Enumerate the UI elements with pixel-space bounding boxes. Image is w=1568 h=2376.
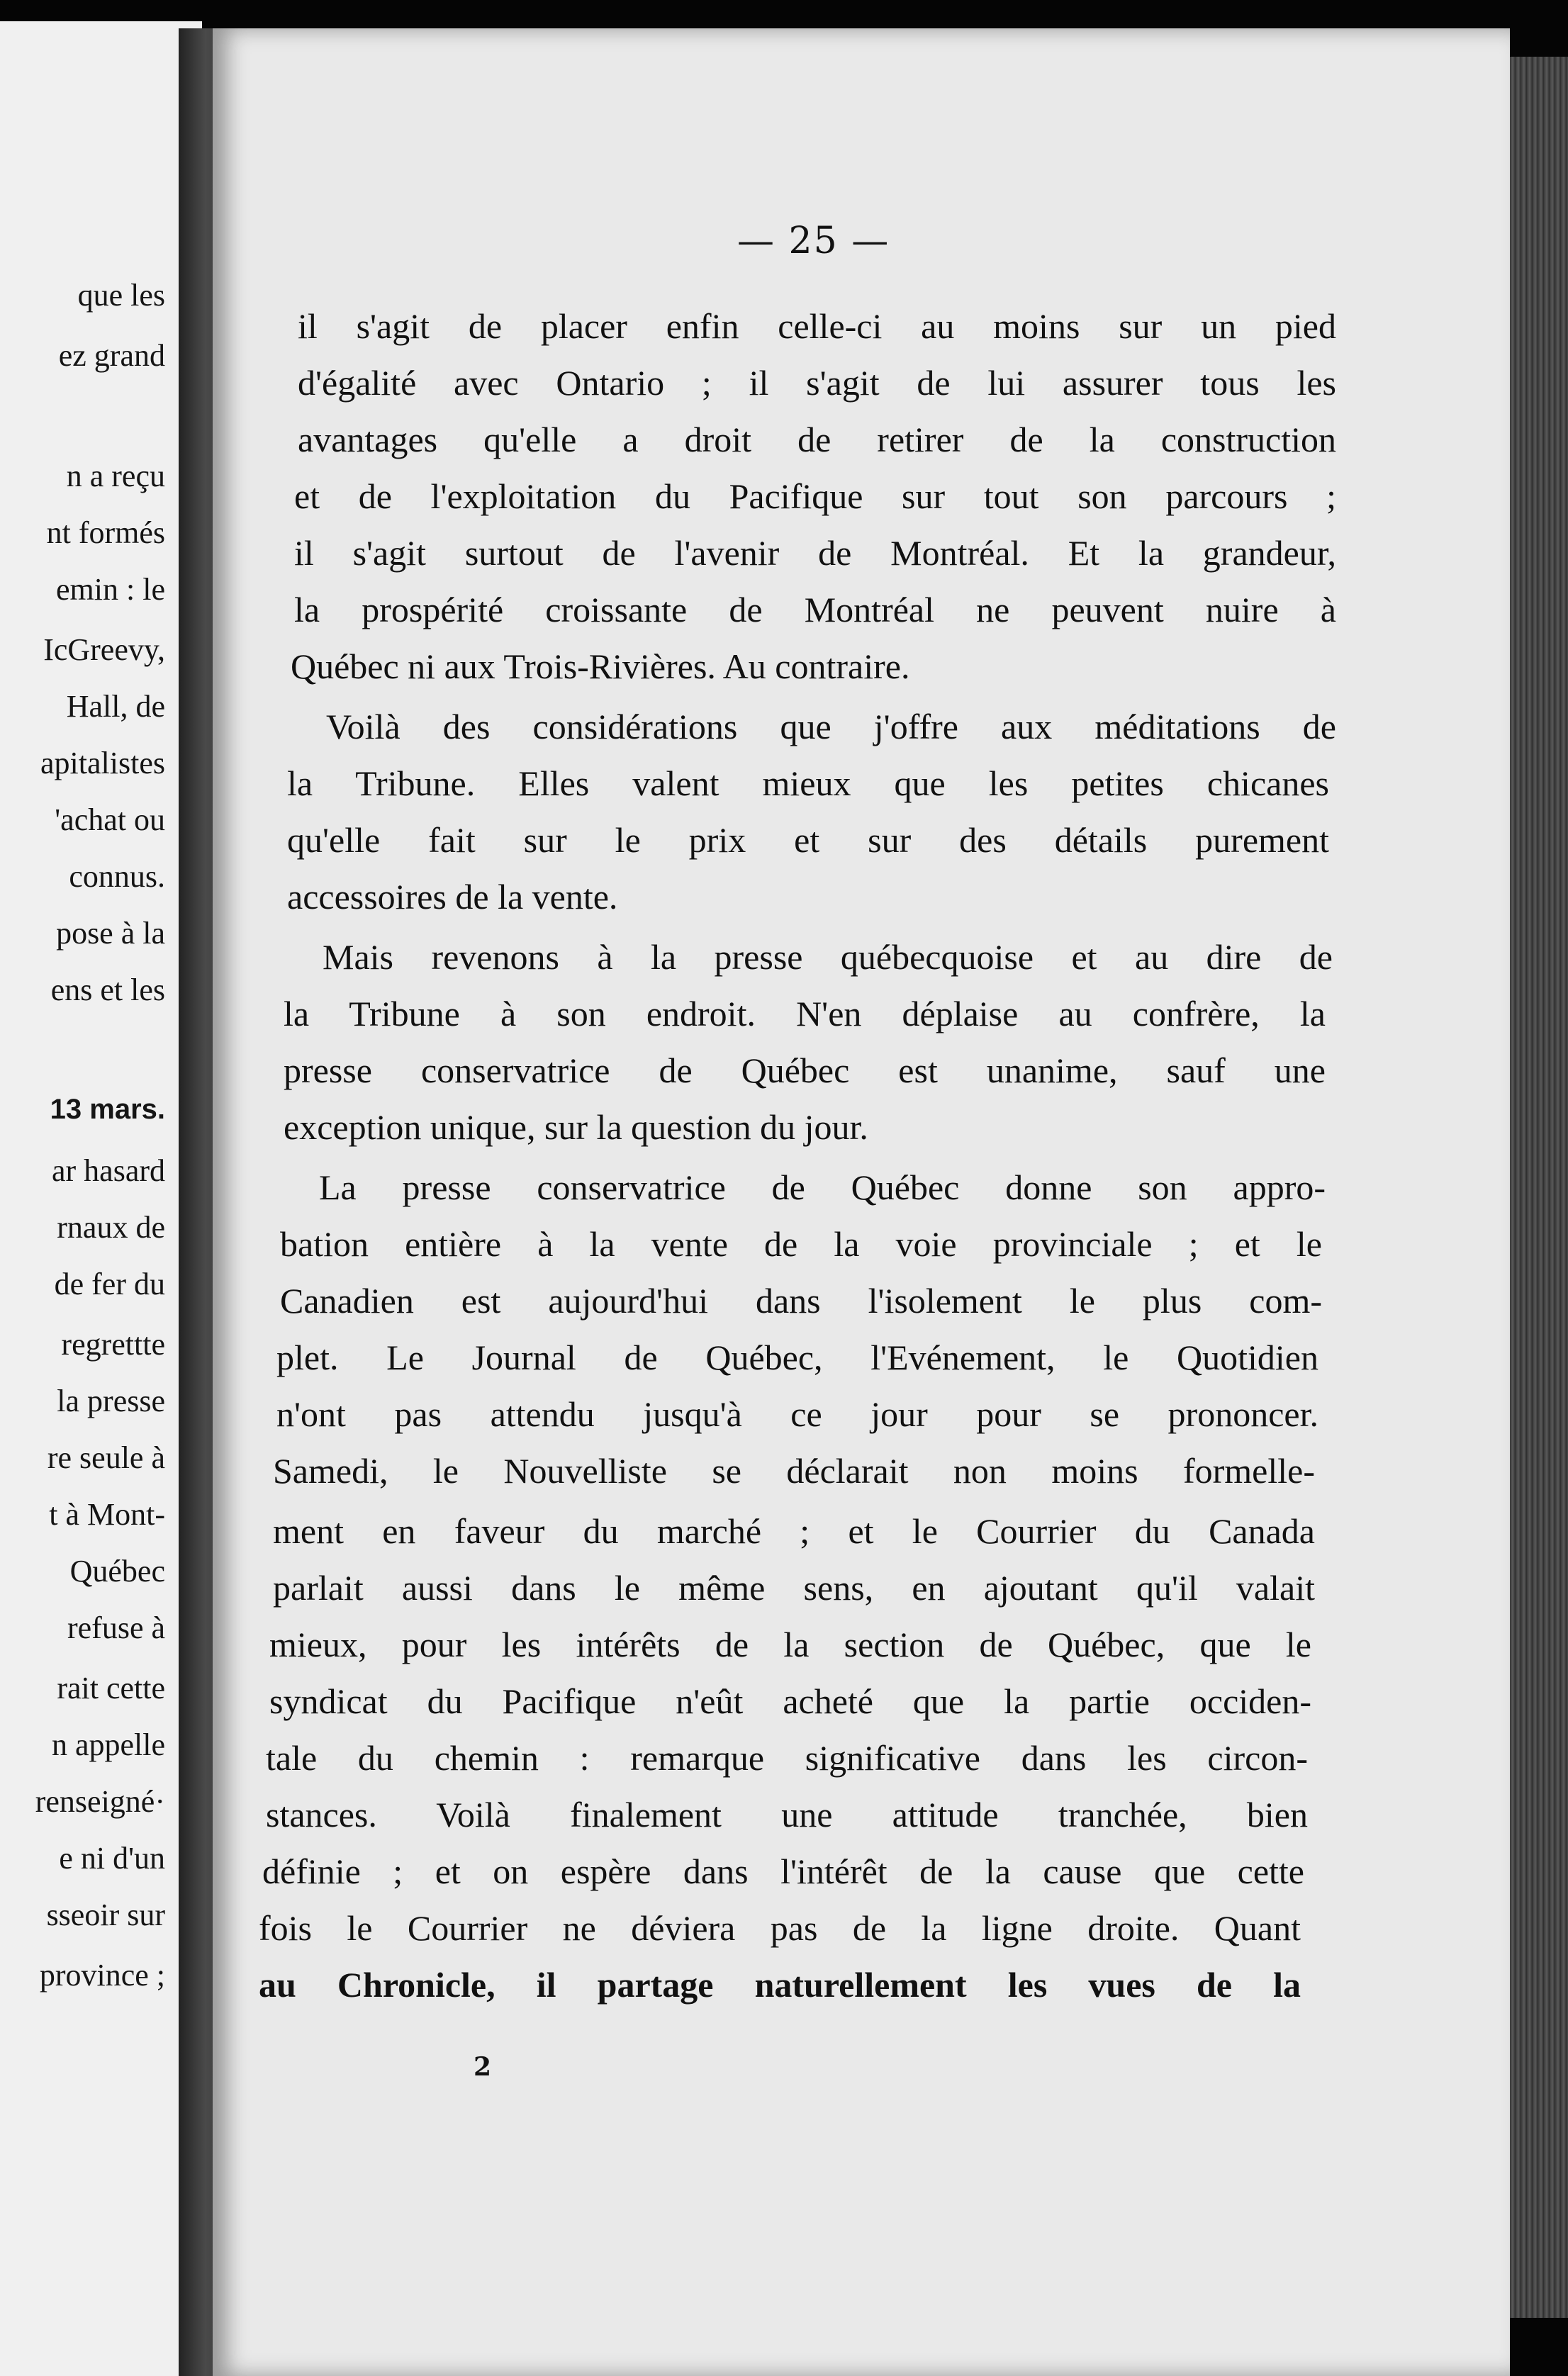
page-edges bbox=[1510, 57, 1568, 2318]
left-text-line: IcGreevy, bbox=[43, 632, 165, 667]
body-text-line: tale du chemin : remarque significative dans les circon- bbox=[266, 1740, 1308, 1778]
left-text-line: n appelle bbox=[51, 1727, 165, 1762]
body-text-line: n'ont pas attendu jusqu'à ce jour pour se prononcer. bbox=[276, 1396, 1318, 1434]
body-text-line: la Tribune. Elles valent mieux que les petites chicanes bbox=[287, 766, 1329, 803]
left-text-line: n a reçu bbox=[66, 459, 165, 493]
left-text-line: regrettte bbox=[61, 1327, 165, 1362]
body-text-line: stances. Voilà finalement une attitude tranchée, bien bbox=[266, 1797, 1308, 1834]
left-text-line: connus. bbox=[69, 859, 165, 894]
body-text-line: Samedi, le Nouvelliste se déclarait non moins formelle- bbox=[273, 1453, 1315, 1491]
body-text-line: Voilà des considérations que j'offre aux méditations de bbox=[326, 709, 1336, 746]
left-text-line: Hall, de bbox=[66, 689, 165, 724]
left-text-line: 13 mars. bbox=[50, 1094, 165, 1125]
left-text-line: Québec bbox=[69, 1554, 165, 1588]
body-text-line: d'égalité avec Ontario ; il s'agit de lui assurer tous les bbox=[298, 365, 1336, 403]
body-text-line: la Tribune à son endroit. N'en déplaise au confrère, la bbox=[284, 996, 1326, 1033]
left-text-line: rnaux de bbox=[57, 1210, 165, 1245]
body-text-line: exception unique, sur la question du jour. bbox=[284, 1107, 868, 1147]
body-text-line: il s'agit de placer enfin celle-ci au moins sur un pied bbox=[298, 308, 1336, 346]
left-text-line: t à Mont- bbox=[49, 1497, 165, 1532]
left-text-line: que les bbox=[77, 278, 165, 313]
left-text-line: de fer du bbox=[54, 1267, 165, 1301]
left-text-line: refuse à bbox=[67, 1610, 165, 1645]
left-text-line: emin : le bbox=[56, 572, 165, 607]
left-text-line: province ; bbox=[39, 1958, 165, 1993]
left-text-line: rait cette bbox=[57, 1671, 165, 1705]
body-text-line: définie ; et on espère dans l'intérêt de la cause que cette bbox=[262, 1854, 1304, 1891]
left-text-line: ar hasard bbox=[51, 1153, 165, 1188]
body-text-line: plet. Le Journal de Québec, l'Evénement, le Quotidien bbox=[276, 1340, 1318, 1377]
left-text-line: renseigné· bbox=[35, 1784, 165, 1819]
body-text-line: et de l'exploitation du Pacifique sur tout son parcours ; bbox=[294, 478, 1336, 516]
body-text-line: ment en faveur du marché ; et le Courrier du Canada bbox=[273, 1513, 1315, 1551]
body-text-line: Mais revenons à la presse québecquoise et au dire de bbox=[323, 939, 1333, 977]
left-text-line: la presse bbox=[57, 1384, 165, 1418]
body-text-line: parlait aussi dans le même sens, en ajoutant qu'il valait bbox=[273, 1570, 1315, 1608]
body-text-line: presse conservatrice de Québec est unanime, sauf une bbox=[284, 1053, 1326, 1090]
body-text-line: avantages qu'elle a droit de retirer de la construction bbox=[298, 422, 1336, 459]
body-text-line: La presse conservatrice de Québec donne son appro- bbox=[319, 1170, 1326, 1207]
body-text-line: mieux, pour les intérêts de la section de Québec, que le bbox=[269, 1627, 1311, 1664]
left-text-line: e ni d'un bbox=[59, 1841, 165, 1876]
left-text-line: ez grand bbox=[58, 338, 165, 373]
left-page-fragment bbox=[0, 21, 202, 2376]
left-text-line: nt formés bbox=[46, 515, 165, 550]
left-text-line: re seule à bbox=[47, 1440, 165, 1475]
signature-mark: 2 bbox=[474, 2052, 492, 2082]
left-text-line: 'achat ou bbox=[55, 802, 165, 837]
left-text-line: ens et les bbox=[50, 973, 165, 1007]
body-text-line: au Chronicle, il partage naturellement les vues de la bbox=[259, 1967, 1301, 2005]
body-text-line: accessoires de la vente. bbox=[287, 877, 618, 917]
body-text-line: bation entière à la vente de la voie provinciale ; et le bbox=[280, 1226, 1322, 1264]
left-text-line: apitalistes bbox=[40, 746, 165, 780]
page-number: — 25 — bbox=[737, 220, 890, 262]
body-text-line: il s'agit surtout de l'avenir de Montréal. Et la grandeur, bbox=[294, 535, 1336, 573]
body-text-line: qu'elle fait sur le prix et sur des détails purement bbox=[287, 822, 1329, 860]
body-text-line: Canadien est aujourd'hui dans l'isolement le plus com- bbox=[280, 1283, 1322, 1321]
left-text-line: sseoir sur bbox=[46, 1898, 165, 1932]
left-text-line: pose à la bbox=[56, 916, 165, 951]
body-text-line: la prospérité croissante de Montréal ne peuvent nuire à bbox=[294, 592, 1336, 629]
body-text-line: Québec ni aux Trois-Rivières. Au contraire. bbox=[291, 646, 910, 686]
body-text-line: fois le Courrier ne déviera pas de la ligne droite. Quant bbox=[259, 1910, 1301, 1948]
body-text-line: syndicat du Pacifique n'eût acheté que la partie occiden- bbox=[269, 1683, 1311, 1721]
